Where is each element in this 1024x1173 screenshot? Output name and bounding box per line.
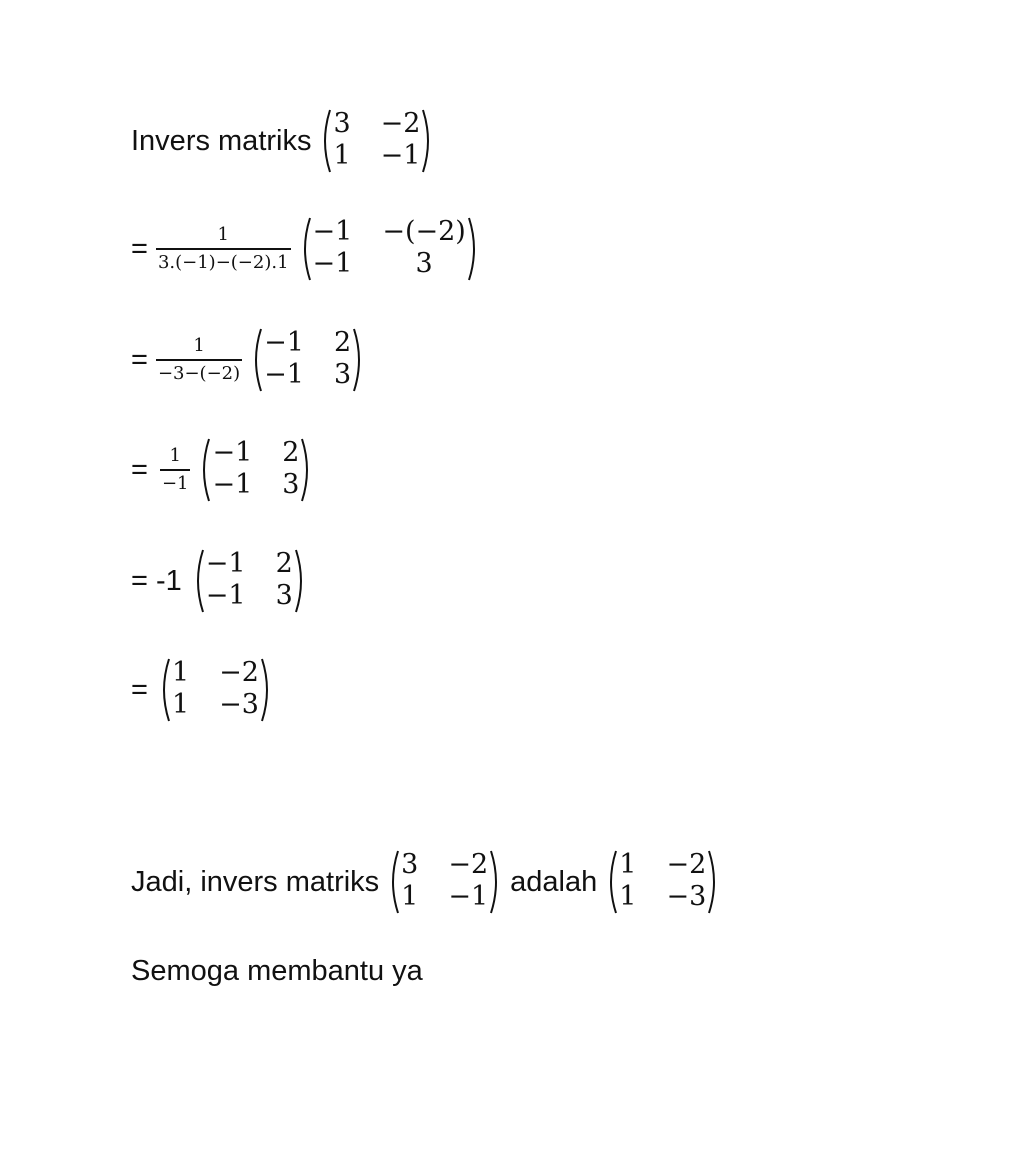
matrix-grid (210, 437, 301, 503)
matrix-cell: 3 (333, 359, 352, 390)
matrix-grid (399, 849, 490, 915)
matrix-cell: 2 (275, 548, 293, 579)
scalar-factor: = -1 (131, 564, 182, 597)
left-paren-icon (605, 849, 617, 915)
line-invers-matriks (131, 108, 438, 174)
matrix-grid (262, 327, 353, 393)
matrix-cell: 1 (619, 881, 637, 912)
matrix-cell: −1 (264, 327, 304, 358)
line-step-4 (131, 548, 311, 614)
matrix-inverse (158, 657, 273, 723)
matrix-cell: −(−2) (382, 216, 466, 247)
matrix-cell: 3 (275, 580, 293, 611)
matrix-cell: −3 (666, 881, 707, 912)
matrix-cell: 3 (415, 248, 433, 279)
matrix-cell: −1 (205, 548, 246, 579)
matrix-cell: −1 (380, 140, 421, 171)
right-paren-icon (261, 657, 273, 723)
matrix-original (387, 849, 502, 915)
line-step-3 (131, 437, 317, 503)
matrix-cell: −2 (666, 849, 707, 880)
left-paren-icon (319, 108, 331, 174)
fraction (156, 335, 242, 385)
equals-sign: = (131, 453, 148, 486)
line-step-1 (131, 216, 484, 282)
matrix-cell: −1 (448, 881, 489, 912)
matrix-cell: 2 (282, 437, 300, 468)
matrix-cell: −2 (448, 849, 489, 880)
right-paren-icon (353, 327, 365, 393)
matrix-inverse (605, 849, 720, 915)
fraction-denominator: −1 (160, 469, 191, 495)
matrix-cell: −1 (312, 216, 353, 247)
left-paren-icon (192, 548, 204, 614)
right-paren-icon (295, 548, 307, 614)
matrix-cell: 3 (401, 849, 419, 880)
fraction-denominator: −3−(−2) (156, 359, 242, 385)
line-step-2 (131, 327, 369, 393)
right-paren-icon (422, 108, 434, 174)
label-invers-matriks: Invers matriks (131, 124, 312, 157)
fraction (160, 445, 191, 495)
fraction-denominator: 3.(−1)−(−2).1 (156, 248, 291, 274)
matrix-grid (170, 657, 261, 723)
line-closing (131, 955, 423, 988)
fraction-numerator: 1 (193, 335, 205, 356)
matrix-original (319, 108, 434, 174)
right-paren-icon (708, 849, 720, 915)
matrix-cell: −2 (219, 657, 259, 688)
left-paren-icon (158, 657, 170, 723)
right-paren-icon (468, 216, 480, 282)
matrix-cell: −2 (380, 108, 421, 139)
fraction (156, 224, 291, 274)
right-paren-icon (490, 849, 502, 915)
left-paren-icon (299, 216, 311, 282)
left-paren-icon (250, 327, 262, 393)
closing-text: Semoga membantu ya (131, 955, 423, 987)
fraction-numerator: 1 (217, 224, 229, 245)
equals-sign: = (131, 673, 148, 706)
equals-sign: = (131, 232, 148, 265)
matrix-grid (204, 548, 295, 614)
matrix-cell: 1 (171, 689, 190, 720)
matrix-cell: 3 (282, 469, 300, 500)
line-result (131, 657, 277, 723)
matrix-adjugate (299, 216, 480, 282)
matrix-grid (331, 108, 422, 174)
matrix-grid (617, 849, 708, 915)
matrix-cell: 1 (333, 140, 351, 171)
matrix-cell: −1 (212, 437, 253, 468)
matrix-adjugate (192, 548, 307, 614)
matrix-cell: 3 (333, 108, 351, 139)
matrix-cell: −1 (212, 469, 253, 500)
matrix-adjugate (250, 327, 365, 393)
left-paren-icon (198, 437, 210, 503)
matrix-cell: −1 (205, 580, 246, 611)
matrix-cell: 1 (171, 657, 190, 688)
matrix-cell: 1 (619, 849, 637, 880)
matrix-adjugate (198, 437, 313, 503)
line-conclusion (131, 849, 724, 915)
conclusion-text-middle: adalah (510, 865, 598, 898)
matrix-cell: 2 (333, 327, 352, 358)
right-paren-icon (301, 437, 313, 503)
matrix-cell: −3 (219, 689, 259, 720)
matrix-cell: −1 (264, 359, 304, 390)
matrix-cell: 1 (401, 881, 419, 912)
equals-sign: = (131, 343, 148, 376)
matrix-grid (311, 216, 468, 282)
left-paren-icon (387, 849, 399, 915)
conclusion-text-before: Jadi, invers matriks (131, 865, 380, 898)
fraction-numerator: 1 (169, 445, 181, 466)
matrix-cell: −1 (312, 248, 353, 279)
